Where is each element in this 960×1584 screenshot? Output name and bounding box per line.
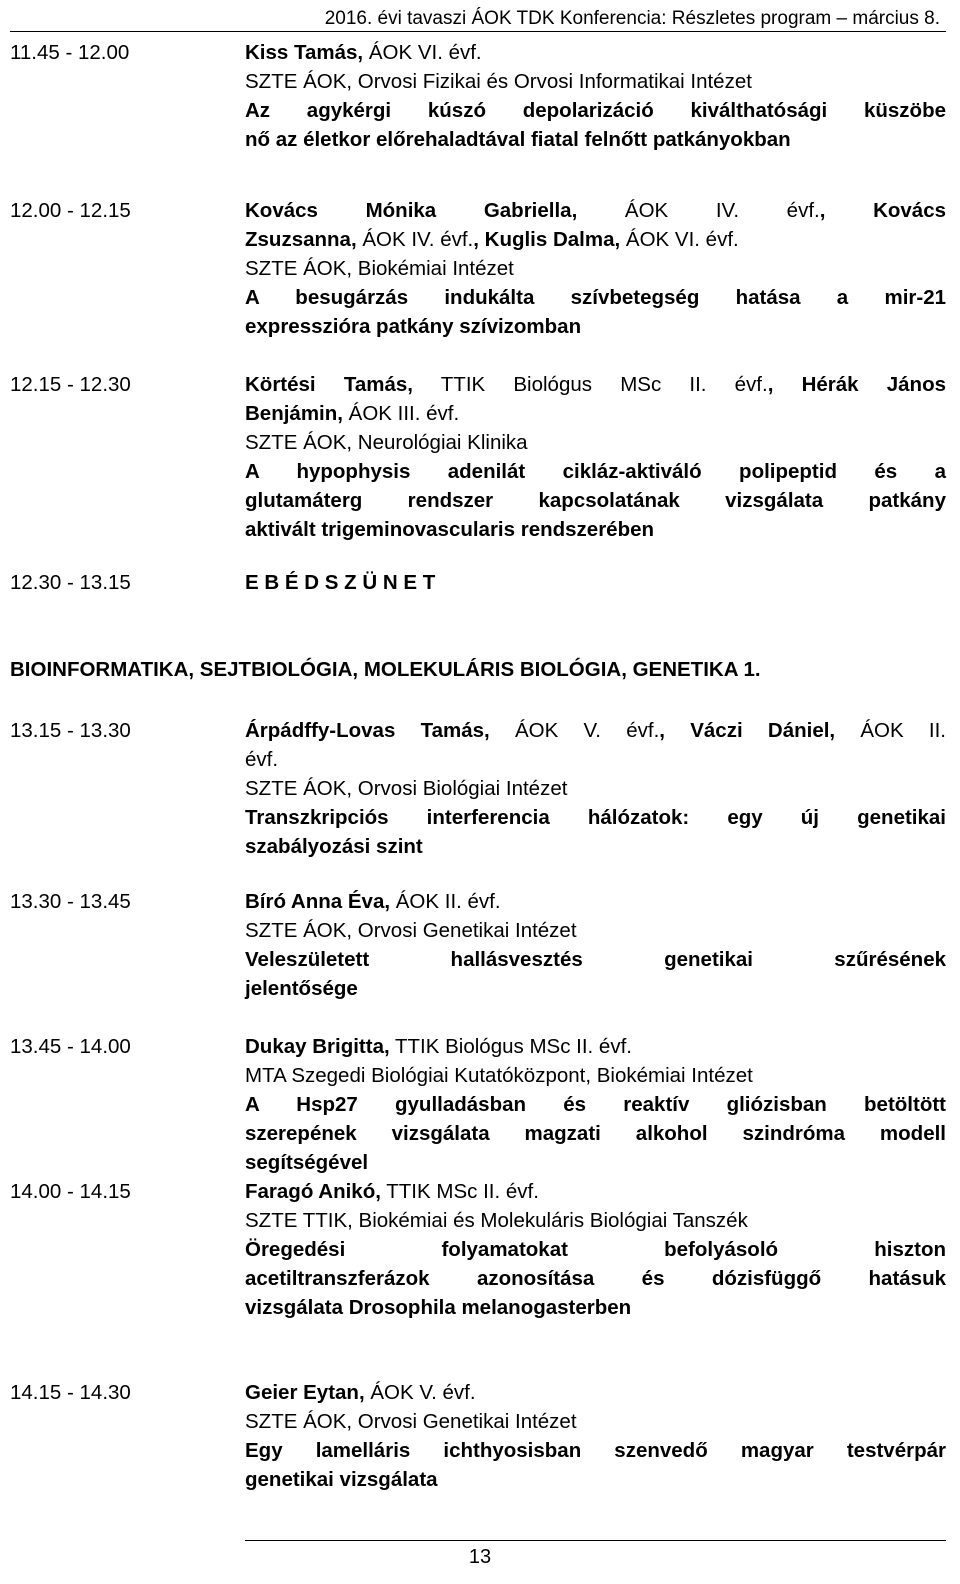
abstract-title-line: jelentősége: [245, 977, 358, 1000]
footer-rule: [245, 1540, 946, 1541]
time-slot: 14.00 - 14.15: [10, 1180, 131, 1203]
program-entry: [10, 1177, 946, 1322]
institute: SZTE ÁOK, Neurológiai Klinika: [245, 431, 528, 454]
abstract-title-line: A Hsp27 gyulladásban és reaktív gliózisban betöltött: [245, 1093, 946, 1116]
time-slot: 11.45 - 12.00: [10, 41, 130, 64]
abstract-title-line: glutamáterg rendszer kapcsolatának vizsgálata patkány: [245, 489, 946, 512]
abstract-title-line: Transzkripciós interferencia hálózatok: egy új genetikai: [245, 806, 946, 829]
entry-content: [245, 370, 946, 544]
abstract-title-line: Veleszületett hallásvesztés genetikai szűrésének: [245, 948, 946, 971]
lunch-break: E B É D S Z Ü N E T: [245, 571, 436, 594]
entry-content: [245, 38, 946, 154]
abstract-title-line: Öregedési folyamatokat befolyásoló hiszton: [245, 1238, 946, 1261]
abstract-title-line: expresszióra patkány szívizomban: [245, 315, 582, 338]
author-line: [245, 1177, 946, 1206]
abstract-title-line: A besugárzás indukálta szívbetegség hatása a mir-21: [245, 286, 946, 309]
author-name: Körtési Tamás,: [245, 373, 413, 396]
author-line: [245, 887, 946, 916]
author-affiliation: ÁOK IV. évf.: [356, 228, 474, 251]
author-name: Zsuzsanna,: [245, 228, 357, 251]
author-name: Bíró Anna Éva,: [245, 890, 391, 913]
author-name: , Kovács: [819, 199, 947, 222]
author-affiliation: TTIK Biológus MSc II. évf.: [389, 1035, 632, 1058]
entry-content: [245, 1378, 946, 1494]
author-affiliation: ÁOK III. évf.: [342, 402, 460, 425]
time-slot: 13.15 - 13.30: [10, 719, 131, 742]
author-name: Kiss Tamás,: [245, 41, 364, 64]
time-slot: 12.30 - 13.15: [10, 571, 131, 594]
time-slot: 13.45 - 14.00: [10, 1035, 131, 1058]
author-line: [245, 745, 946, 774]
abstract-title-line: vizsgálata Drosophila melanogasterben: [245, 1296, 632, 1319]
entry-content: [245, 1032, 946, 1177]
author-name: , Hérák János: [767, 373, 947, 396]
entry-content: [245, 887, 946, 1003]
author-line: [245, 399, 946, 428]
header-rule: [10, 31, 946, 32]
author-name: Árpádffy-Lovas Tamás,: [245, 719, 490, 742]
section-title: BIOINFORMATIKA, SEJTBIOLÓGIA, MOLEKULÁRIS BIOLÓGIA, GENETIKA 1.: [10, 658, 761, 681]
author-affiliation: ÁOK V. évf.: [364, 1381, 476, 1404]
author-line: [245, 370, 946, 399]
program-entry: [10, 716, 946, 861]
author-affiliation: ÁOK V. évf.: [489, 719, 660, 742]
author-affiliation: TTIK Biológus MSc II. évf.: [412, 373, 768, 396]
time-slot: 14.15 - 14.30: [10, 1381, 131, 1404]
abstract-title-line: aktivált trigeminovascularis rendszerében: [245, 518, 655, 541]
author-affiliation: ÁOK VI. évf.: [620, 228, 739, 251]
author-name: , Váczi Dániel,: [659, 719, 836, 742]
time-slot: 12.15 - 12.30: [10, 373, 131, 396]
abstract-title-line: szerepének vizsgálata magzati alkohol szindróma modell: [245, 1122, 946, 1145]
abstract-title-line: genetikai vizsgálata: [245, 1468, 438, 1491]
author-name: Geier Eytan,: [245, 1381, 365, 1404]
institute: MTA Szegedi Biológiai Kutatóközpont, Biokémiai Intézet: [245, 1064, 753, 1087]
program-entry: [10, 568, 946, 597]
institute: SZTE TTIK, Biokémiai és Molekuláris Biológiai Tanszék: [245, 1209, 748, 1232]
abstract-title-line: nő az életkor előrehaladtával fiatal felnőtt patkányokban: [245, 128, 791, 151]
entry-content: [245, 568, 946, 597]
institute: SZTE ÁOK, Orvosi Fizikai és Orvosi Informatikai Intézet: [245, 70, 752, 93]
institute: SZTE ÁOK, Biokémiai Intézet: [245, 257, 514, 280]
author-affiliation: ÁOK VI. évf.: [363, 41, 482, 64]
author-name: Dukay Brigitta,: [245, 1035, 390, 1058]
program-entry: [10, 887, 946, 1003]
institute: SZTE ÁOK, Orvosi Biológiai Intézet: [245, 777, 568, 800]
author-name: Benjámin,: [245, 402, 343, 425]
author-name: Kovács Mónika Gabriella,: [245, 199, 578, 222]
entry-content: [245, 716, 946, 861]
author-line: [245, 1378, 946, 1407]
time-slot: 12.00 - 12.15: [10, 199, 131, 222]
author-line: [245, 716, 946, 745]
author-affiliation: TTIK MSc II. évf.: [380, 1180, 539, 1203]
entry-content: [245, 1177, 946, 1322]
abstract-title-line: A hypophysis adenilát cikláz-aktiváló polipeptid és a: [245, 460, 946, 483]
author-affiliation: ÁOK II. évf.: [390, 890, 501, 913]
program-entry: [10, 38, 946, 154]
program-entry: [10, 196, 946, 341]
author-name: Faragó Anikó,: [245, 1180, 381, 1203]
program-entry: [10, 1032, 946, 1177]
author-line: [245, 196, 946, 225]
abstract-title-line: acetiltranszferázok azonosítása és dózisfüggő hatásuk: [245, 1267, 946, 1290]
running-header: 2016. évi tavaszi ÁOK TDK Konferencia: Részletes program – március 8.: [324, 8, 940, 29]
entry-content: [245, 196, 946, 341]
abstract-title-line: szabályozási szint: [245, 835, 423, 858]
institute: SZTE ÁOK, Orvosi Genetikai Intézet: [245, 1410, 577, 1433]
institute: SZTE ÁOK, Orvosi Genetikai Intézet: [245, 919, 577, 942]
abstract-title-line: Egy lamelláris ichthyosisban szenvedő magyar testvérpár: [245, 1439, 946, 1462]
abstract-title-line: Az agykérgi kúszó depolarizáció kiválthatósági küszöbe: [245, 99, 946, 122]
author-line: [245, 225, 946, 254]
program-entry: [10, 370, 946, 544]
author-line: [245, 38, 946, 67]
author-affiliation: ÁOK IV. évf.: [577, 199, 820, 222]
author-affiliation: évf.: [245, 748, 279, 771]
author-name: , Kuglis Dalma,: [473, 228, 621, 251]
abstract-title-line: segítségével: [245, 1151, 369, 1174]
author-affiliation: ÁOK II.: [835, 719, 946, 742]
program-entry: [10, 1378, 946, 1494]
time-slot: 13.30 - 13.45: [10, 890, 131, 913]
author-line: [245, 1032, 946, 1061]
page-number: 13: [468, 1546, 492, 1568]
